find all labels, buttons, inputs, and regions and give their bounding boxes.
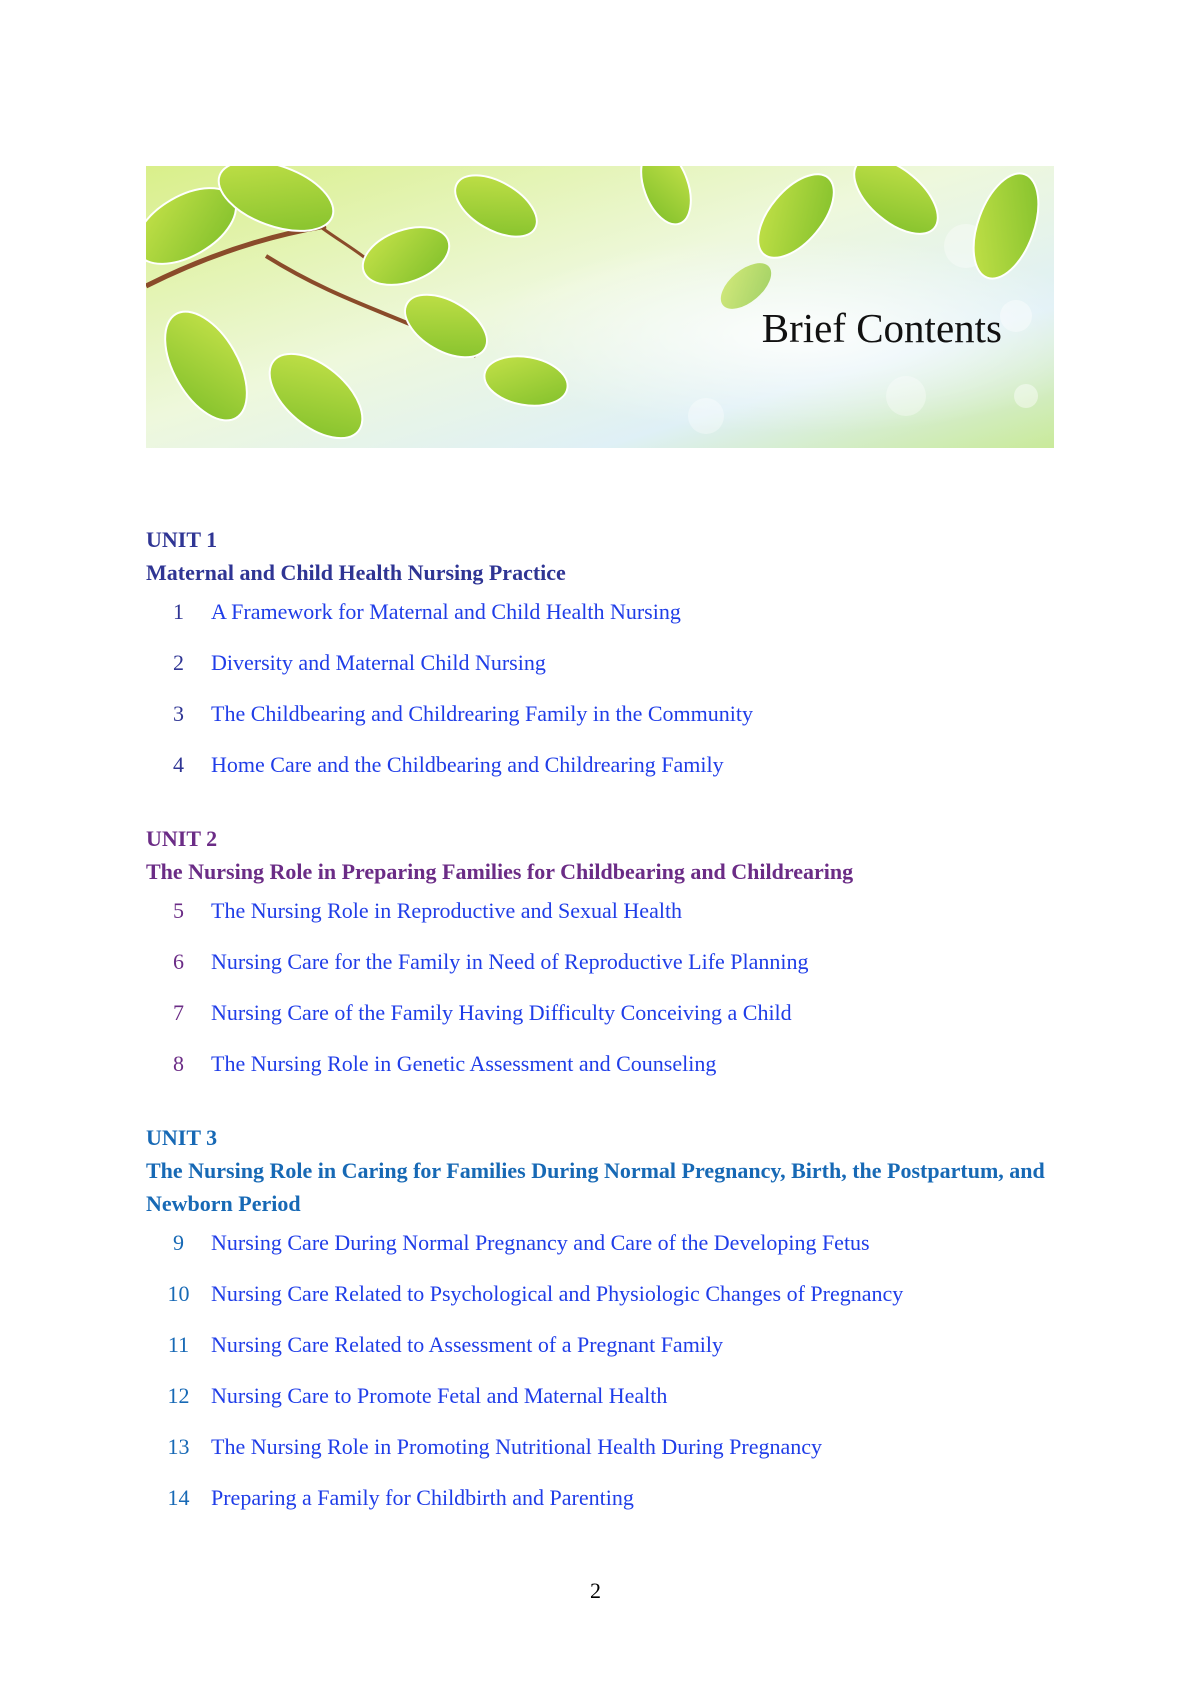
chapter-title[interactable]: Home Care and the Childbearing and Childrearing Family xyxy=(211,752,724,777)
unit-section xyxy=(146,823,1056,1102)
chapter-title[interactable]: Nursing Care During Normal Pregnancy and Care of the Developing Fetus xyxy=(211,1230,870,1255)
unit-title: The Nursing Role in Caring for Families During Normal Pregnancy, Birth, the Postpartum, and Newborn Period xyxy=(146,1158,1045,1216)
chapter-entry[interactable] xyxy=(146,1485,1056,1536)
chapter-title[interactable]: Preparing a Family for Childbirth and Parenting xyxy=(211,1485,634,1510)
chapter-number: 13 xyxy=(167,1434,190,1459)
chapter-title[interactable]: Nursing Care Related to Assessment of a Pregnant Family xyxy=(211,1332,724,1357)
chapter-entry[interactable] xyxy=(146,898,1056,949)
chapter-number: 5 xyxy=(173,898,184,923)
chapter-number: 7 xyxy=(173,1000,184,1025)
chapter-number: 3 xyxy=(173,701,184,726)
chapter-entry[interactable] xyxy=(146,949,1056,1000)
chapter-entry[interactable] xyxy=(146,1000,1056,1051)
chapter-title[interactable]: The Childbearing and Childrearing Family in the Community xyxy=(211,701,753,726)
chapter-title[interactable]: Nursing Care for the Family in Need of Reproductive Life Planning xyxy=(211,949,809,974)
page-number: 2 xyxy=(590,1578,601,1603)
page-title: Brief Contents xyxy=(761,305,1002,351)
unit-section xyxy=(146,1122,1056,1536)
chapter-entry[interactable] xyxy=(146,752,1056,803)
chapter-title[interactable]: The Nursing Role in Promoting Nutritional Health During Pregnancy xyxy=(211,1434,823,1459)
chapter-title[interactable]: Nursing Care of the Family Having Difficulty Conceiving a Child xyxy=(211,1000,792,1025)
chapter-title[interactable]: Nursing Care Related to Psychological and Physiologic Changes of Pregnancy xyxy=(211,1281,904,1306)
chapter-number: 12 xyxy=(167,1383,190,1408)
chapter-entry[interactable] xyxy=(146,1434,1056,1485)
chapter-entry[interactable] xyxy=(146,650,1056,701)
chapter-list xyxy=(146,898,1056,1102)
chapter-title[interactable]: A Framework for Maternal and Child Health Nursing xyxy=(211,599,681,624)
chapter-entry[interactable] xyxy=(146,1383,1056,1434)
unit-title: Maternal and Child Health Nursing Practice xyxy=(146,560,566,585)
chapter-number: 1 xyxy=(173,599,184,624)
chapter-entry[interactable] xyxy=(146,1332,1056,1383)
chapter-number: 4 xyxy=(173,752,184,777)
unit-label: UNIT 1 xyxy=(146,527,218,552)
chapter-title[interactable]: Nursing Care to Promote Fetal and Maternal Health xyxy=(211,1383,668,1408)
unit-section xyxy=(146,524,1056,803)
chapter-entry[interactable] xyxy=(146,1230,1056,1281)
chapter-list xyxy=(146,1230,1056,1536)
unit-title: The Nursing Role in Preparing Families for Childbearing and Childrearing xyxy=(146,859,854,884)
chapter-number: 9 xyxy=(173,1230,184,1255)
chapter-title[interactable]: The Nursing Role in Reproductive and Sexual Health xyxy=(211,898,683,923)
table-of-contents xyxy=(146,524,1056,1556)
chapter-entry[interactable] xyxy=(146,701,1056,752)
unit-label: UNIT 2 xyxy=(146,826,218,851)
chapter-title[interactable]: Diversity and Maternal Child Nursing xyxy=(211,650,546,675)
chapter-entry[interactable] xyxy=(146,1281,1056,1332)
chapter-number: 10 xyxy=(167,1281,190,1306)
chapter-number: 6 xyxy=(173,949,184,974)
chapter-number: 11 xyxy=(167,1332,190,1357)
chapter-entry[interactable] xyxy=(146,1051,1056,1102)
unit-label: UNIT 3 xyxy=(146,1125,218,1150)
chapter-entry[interactable] xyxy=(146,599,1056,650)
chapter-number: 2 xyxy=(173,650,184,675)
chapter-title[interactable]: The Nursing Role in Genetic Assessment and Counseling xyxy=(211,1051,717,1076)
chapter-list xyxy=(146,599,1056,803)
chapter-number: 14 xyxy=(167,1485,190,1510)
header-banner xyxy=(146,166,1054,448)
chapter-number: 8 xyxy=(173,1051,184,1076)
